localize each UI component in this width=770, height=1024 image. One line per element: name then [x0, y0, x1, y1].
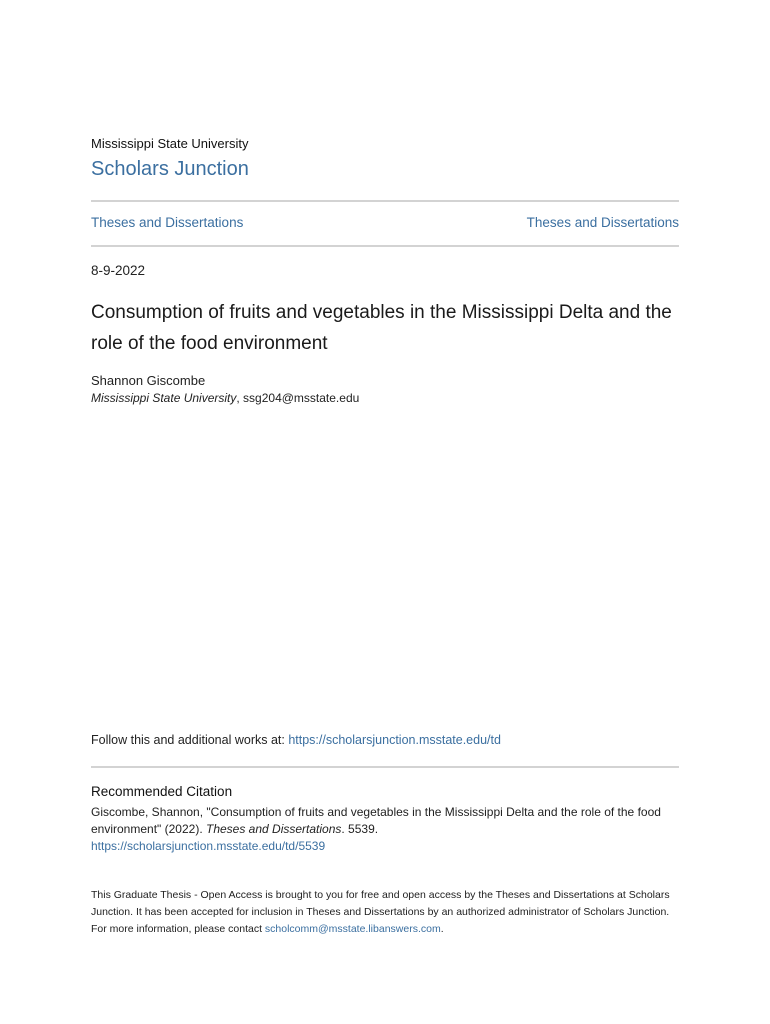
- citation-heading: Recommended Citation: [91, 784, 233, 799]
- notice-end: .: [440, 923, 444, 935]
- follow-line: [91, 733, 501, 747]
- author-affiliation: [91, 391, 359, 405]
- citation-text: [91, 804, 679, 855]
- follow-link[interactable]: https://scholarsjunction.msstate.edu/td: [288, 733, 501, 747]
- notice-text: This Graduate Thesis - Open Access is brought to you for free and open access by the Theses and Dissertations at Scholars Junction. It has been accepted for inclusion in Theses and Dissertations by an authorized administrator of Scholars Junction. For more information, please contact: [91, 889, 670, 935]
- contact-email-link[interactable]: scholcomm@msstate.libanswers.com: [264, 923, 441, 935]
- affiliation-institution: Mississippi State University: [91, 391, 237, 405]
- divider-collections: [91, 245, 679, 247]
- publication-date: 8-9-2022: [91, 263, 146, 278]
- citation-part1: Giscombe, Shannon, "Consumption of fruits and vegetables in the Mississippi Delta and the role of the food environment" (2022).: [91, 805, 661, 836]
- affiliation-email[interactable]: , ssg204@msstate.edu: [236, 391, 360, 405]
- author-name: Shannon Giscombe: [91, 373, 206, 388]
- divider-top: [91, 200, 679, 202]
- collection-link-right[interactable]: Theses and Dissertations: [526, 215, 679, 230]
- institution-name: Mississippi State University: [91, 136, 249, 151]
- document-title: Consumption of fruits and vegetables in the Mississippi Delta and the role of the food environment: [91, 302, 672, 354]
- follow-prefix: Follow this and additional works at:: [91, 733, 289, 747]
- collection-link-left[interactable]: Theses and Dissertations: [91, 215, 244, 230]
- citation-link[interactable]: https://scholarsjunction.msstate.edu/td/5539: [91, 839, 326, 853]
- divider-citation: [91, 766, 679, 768]
- citation-series: Theses and Dissertations: [205, 822, 342, 836]
- repository-name[interactable]: Scholars Junction: [91, 158, 249, 180]
- access-notice: [91, 887, 679, 938]
- citation-part2: . 5539.: [341, 822, 379, 836]
